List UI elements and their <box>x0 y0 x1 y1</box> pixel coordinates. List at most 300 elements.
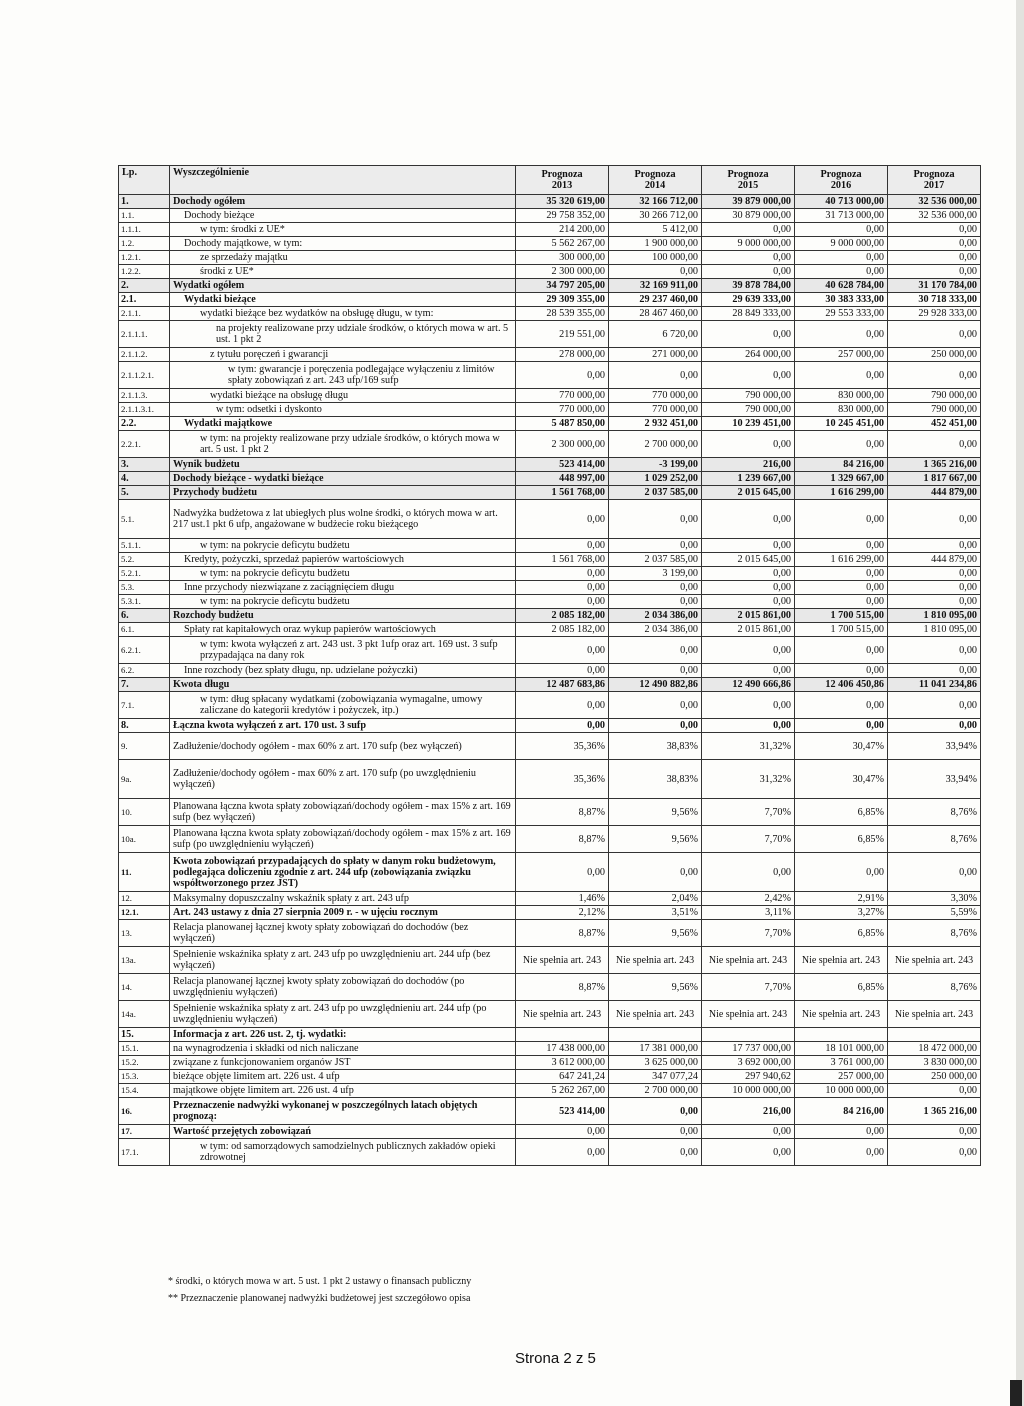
table-row <box>119 1001 981 1028</box>
row-value-2013: 2 085 182,00 <box>516 623 609 637</box>
row-value-2015: 29 639 333,00 <box>702 293 795 307</box>
table-row <box>119 553 981 567</box>
table-row <box>119 637 981 664</box>
row-value-2015: 0,00 <box>702 265 795 279</box>
row-value-2017: 250 000,00 <box>888 1070 981 1084</box>
row-value-2016: 6,85% <box>795 799 888 826</box>
row-value-2017: 0,00 <box>888 595 981 609</box>
row-value-2015: 264 000,00 <box>702 348 795 362</box>
row-value-2013: 300 000,00 <box>516 251 609 265</box>
row-value-2017: 0,00 <box>888 1125 981 1139</box>
row-value-2016: 0,00 <box>795 321 888 348</box>
row-value-2013: 0,00 <box>516 567 609 581</box>
row-value-2014: 0,00 <box>609 692 702 719</box>
row-value-2015: 2 015 645,00 <box>702 486 795 500</box>
row-lp: 15.2. <box>119 1056 170 1070</box>
table-row <box>119 500 981 539</box>
row-lp: 2.1.1.3.1. <box>119 403 170 417</box>
row-description: w tym: od samorządowych samodzielnych publicznych zakładów opieki zdrowotnej <box>170 1139 516 1166</box>
row-value-2016: 29 553 333,00 <box>795 307 888 321</box>
scan-mark <box>1010 1380 1022 1406</box>
row-value-2014: 0,00 <box>609 265 702 279</box>
row-description: Zadłużenie/dochody ogółem - max 60% z art. 170 sufp (bez wyłączeń) <box>170 733 516 760</box>
row-lp: 10a. <box>119 826 170 853</box>
row-value-2014: 770 000,00 <box>609 403 702 417</box>
row-value-2014: 347 077,24 <box>609 1070 702 1084</box>
row-value-2017: 0,00 <box>888 237 981 251</box>
row-value-2015: 31,32% <box>702 733 795 760</box>
row-lp: 2.1.1.2.1. <box>119 362 170 389</box>
row-value-2015: 0,00 <box>702 692 795 719</box>
row-value-2013: 0,00 <box>516 595 609 609</box>
row-value-2014: 6 720,00 <box>609 321 702 348</box>
row-value-2014: 29 237 460,00 <box>609 293 702 307</box>
row-value-2017: 8,76% <box>888 799 981 826</box>
table-row <box>119 974 981 1001</box>
row-value-2017: 0,00 <box>888 1139 981 1166</box>
row-value-2017: 0,00 <box>888 431 981 458</box>
row-value-2013: 2,12% <box>516 906 609 920</box>
row-value-2014: 2 700 000,00 <box>609 1084 702 1098</box>
row-description: Maksymalny dopuszczalny wskaźnik spłaty z art. 243 ufp <box>170 892 516 906</box>
table-row <box>119 458 981 472</box>
row-value-2014: 0,00 <box>609 1139 702 1166</box>
row-lp: 14a. <box>119 1001 170 1028</box>
row-value-2014: 0,00 <box>609 595 702 609</box>
row-value-2016: 0,00 <box>795 664 888 678</box>
row-value-2014: Nie spełnia art. 243 <box>609 947 702 974</box>
row-value-2016: 0,00 <box>795 251 888 265</box>
row-value-2016: 9 000 000,00 <box>795 237 888 251</box>
row-value-2013: 2 300 000,00 <box>516 431 609 458</box>
row-value-2016: 0,00 <box>795 1125 888 1139</box>
row-value-2016: 257 000,00 <box>795 348 888 362</box>
row-value-2013: 8,87% <box>516 974 609 1001</box>
row-value-2013: 523 414,00 <box>516 1098 609 1125</box>
table-row <box>119 664 981 678</box>
row-value-2016: 30,47% <box>795 760 888 799</box>
row-value-2016: Nie spełnia art. 243 <box>795 947 888 974</box>
row-value-2014: 2 037 585,00 <box>609 486 702 500</box>
row-description: w tym: środki z UE* <box>170 223 516 237</box>
row-value-2016: 0,00 <box>795 223 888 237</box>
row-value-2016: 2,91% <box>795 892 888 906</box>
row-lp: 15.1. <box>119 1042 170 1056</box>
row-value-2013: Nie spełnia art. 243 <box>516 1001 609 1028</box>
table-row <box>119 307 981 321</box>
row-value-2017: 31 170 784,00 <box>888 279 981 293</box>
row-description: Przychody budżetu <box>170 486 516 500</box>
row-value-2015: 39 878 784,00 <box>702 279 795 293</box>
row-value-2014: 2 932 451,00 <box>609 417 702 431</box>
row-value-2013: 0,00 <box>516 664 609 678</box>
row-description: Wydatki majątkowe <box>170 417 516 431</box>
table-row <box>119 251 981 265</box>
header-year-2017 <box>888 166 981 195</box>
row-value-2013: 35 320 619,00 <box>516 195 609 209</box>
row-description: w tym: kwota wyłączeń z art. 243 ust. 3 pkt 1ufp oraz art. 169 ust. 3 sufp przypadająca na dany rok <box>170 637 516 664</box>
row-value-2015: 0,00 <box>702 500 795 539</box>
row-value-2015: 790 000,00 <box>702 403 795 417</box>
row-value-2014: 28 467 460,00 <box>609 307 702 321</box>
row-value-2017: 33,94% <box>888 760 981 799</box>
row-value-2013: 770 000,00 <box>516 403 609 417</box>
header-label: Prognoza <box>820 169 862 180</box>
row-value-2015: 1 239 667,00 <box>702 472 795 486</box>
table-row <box>119 362 981 389</box>
row-description: Art. 243 ustawy z dnia 27 sierpnia 2009 r. - w ujęciu rocznym <box>170 906 516 920</box>
row-value-2013: 0,00 <box>516 853 609 892</box>
row-value-2017: 3,30% <box>888 892 981 906</box>
table-row <box>119 279 981 293</box>
row-lp: 1.1.1. <box>119 223 170 237</box>
scan-edge <box>1016 0 1024 1406</box>
row-description: Rozchody budżetu <box>170 609 516 623</box>
table-row <box>119 906 981 920</box>
row-value-2014: 9,56% <box>609 826 702 853</box>
row-value-2016: 10 245 451,00 <box>795 417 888 431</box>
row-value-2016: 3 761 000,00 <box>795 1056 888 1070</box>
table-row <box>119 1028 981 1042</box>
row-value-2017: 1 817 667,00 <box>888 472 981 486</box>
row-value-2013: 770 000,00 <box>516 389 609 403</box>
row-lp: 15.3. <box>119 1070 170 1084</box>
row-lp: 1. <box>119 195 170 209</box>
row-value-2015: 216,00 <box>702 1098 795 1125</box>
row-value-2013: 219 551,00 <box>516 321 609 348</box>
table-body <box>119 195 981 1166</box>
row-value-2014: 3,51% <box>609 906 702 920</box>
row-value-2013: Nie spełnia art. 243 <box>516 947 609 974</box>
page-number: Strona 2 z 5 <box>515 1350 596 1367</box>
row-lp: 16. <box>119 1098 170 1125</box>
row-value-2017: 0,00 <box>888 500 981 539</box>
row-value-2014: 2 034 386,00 <box>609 609 702 623</box>
row-value-2016: 257 000,00 <box>795 1070 888 1084</box>
table-row <box>119 692 981 719</box>
row-lp: 2.1.1. <box>119 307 170 321</box>
row-value-2013: 28 539 355,00 <box>516 307 609 321</box>
row-description: na projekty realizowane przy udziale środków, o których mowa w art. 5 ust. 1 pkt 2 <box>170 321 516 348</box>
forecast-table <box>118 165 981 1166</box>
row-value-2017: 0,00 <box>888 692 981 719</box>
row-value-2015: 0,00 <box>702 251 795 265</box>
row-value-2014: 770 000,00 <box>609 389 702 403</box>
header-year: 2014 <box>644 180 666 191</box>
table-row <box>119 892 981 906</box>
row-value-2016: 84 216,00 <box>795 458 888 472</box>
header-year-2016 <box>795 166 888 195</box>
table-row <box>119 265 981 279</box>
table-row <box>119 609 981 623</box>
row-description: Przeznaczenie nadwyżki wykonanej w poszczególnych latach objętych prognozą: <box>170 1098 516 1125</box>
table-row <box>119 539 981 553</box>
row-value-2014: 9,56% <box>609 920 702 947</box>
row-value-2015: 0,00 <box>702 853 795 892</box>
row-value-2013: 8,87% <box>516 799 609 826</box>
row-description: bieżące objęte limitem art. 226 ust. 4 ufp <box>170 1070 516 1084</box>
row-value-2013: 0,00 <box>516 539 609 553</box>
footnotes <box>168 1273 530 1307</box>
row-value-2015: 0,00 <box>702 431 795 458</box>
row-value-2016: 0,00 <box>795 853 888 892</box>
row-value-2016: 0,00 <box>795 500 888 539</box>
row-value-2015: 7,70% <box>702 920 795 947</box>
table-row <box>119 389 981 403</box>
header-year: 2016 <box>830 180 852 191</box>
row-value-2013: 647 241,24 <box>516 1070 609 1084</box>
row-value-2013: 1 561 768,00 <box>516 553 609 567</box>
row-value-2017: 5,59% <box>888 906 981 920</box>
row-lp: 17. <box>119 1125 170 1139</box>
table-row <box>119 1070 981 1084</box>
row-description: w tym: dług spłacany wydatkami (zobowiązania wymagalne, umowy zaliczane do kategorii kredytów i pożyczek, itp.) <box>170 692 516 719</box>
row-value-2017: 0,00 <box>888 265 981 279</box>
header-year-2015 <box>702 166 795 195</box>
row-description: Kredyty, pożyczki, sprzedaż papierów wartościowych <box>170 553 516 567</box>
row-value-2015 <box>702 1028 795 1042</box>
row-value-2016: 30,47% <box>795 733 888 760</box>
row-value-2014: 0,00 <box>609 500 702 539</box>
row-description: Planowana łączna kwota spłaty zobowiązań/dochody ogółem - max 15% z art. 169 sufp (bez wyłączeń) <box>170 799 516 826</box>
row-description: wydatki bieżące na obsługę długu <box>170 389 516 403</box>
row-value-2016: 40 713 000,00 <box>795 195 888 209</box>
row-value-2016: 0,00 <box>795 431 888 458</box>
row-value-2015: 12 490 666,86 <box>702 678 795 692</box>
table-row <box>119 472 981 486</box>
row-value-2016: 830 000,00 <box>795 403 888 417</box>
row-value-2015: 10 239 451,00 <box>702 417 795 431</box>
row-value-2016: 6,85% <box>795 974 888 1001</box>
row-value-2017: 30 718 333,00 <box>888 293 981 307</box>
row-value-2013: 5 262 267,00 <box>516 1084 609 1098</box>
row-value-2015: 17 737 000,00 <box>702 1042 795 1056</box>
row-description: Kwota długu <box>170 678 516 692</box>
row-value-2017: 0,00 <box>888 853 981 892</box>
row-value-2014: Nie spełnia art. 243 <box>609 1001 702 1028</box>
table-row <box>119 623 981 637</box>
row-value-2017 <box>888 1028 981 1042</box>
row-description: ze sprzedaży majątku <box>170 251 516 265</box>
row-value-2017: Nie spełnia art. 243 <box>888 947 981 974</box>
row-description: na wynagrodzenia i składki od nich naliczane <box>170 1042 516 1056</box>
row-value-2017: 0,00 <box>888 581 981 595</box>
row-value-2017: 1 365 216,00 <box>888 458 981 472</box>
row-value-2016: 1 616 299,00 <box>795 486 888 500</box>
row-value-2014: 38,83% <box>609 760 702 799</box>
table-row <box>119 947 981 974</box>
row-value-2017: 1 810 095,00 <box>888 609 981 623</box>
row-value-2013: 0,00 <box>516 637 609 664</box>
row-description: w tym: na pokrycie deficytu budżetu <box>170 539 516 553</box>
row-value-2014: 1 900 000,00 <box>609 237 702 251</box>
row-value-2017: 0,00 <box>888 539 981 553</box>
row-description: Relacja planowanej łącznej kwoty spłaty zobowiązań do dochodów (bez wyłączeń) <box>170 920 516 947</box>
row-value-2013: 35,36% <box>516 733 609 760</box>
footnote-eu-funds: * środki, o których mowa w art. 5 ust. 1 pkt 2 ustawy o finansach publiczny <box>168 1276 472 1287</box>
row-value-2013: 3 612 000,00 <box>516 1056 609 1070</box>
table-row <box>119 1125 981 1139</box>
row-value-2015: 30 879 000,00 <box>702 209 795 223</box>
row-value-2016: 0,00 <box>795 637 888 664</box>
row-description: Dochody ogółem <box>170 195 516 209</box>
row-description: Dochody bieżące - wydatki bieżące <box>170 472 516 486</box>
row-value-2013: 5 562 267,00 <box>516 237 609 251</box>
table-row <box>119 581 981 595</box>
row-lp: 9a. <box>119 760 170 799</box>
row-lp: 13. <box>119 920 170 947</box>
row-description: Zadłużenie/dochody ogółem - max 60% z art. 170 sufp (po uwzględnieniu wyłączeń) <box>170 760 516 799</box>
row-lp: 13a. <box>119 947 170 974</box>
row-description: Wartość przejętych zobowiązań <box>170 1125 516 1139</box>
row-lp: 15.4. <box>119 1084 170 1098</box>
table-row <box>119 223 981 237</box>
row-value-2014: 3 625 000,00 <box>609 1056 702 1070</box>
row-lp: 5.1. <box>119 500 170 539</box>
row-value-2013: 0,00 <box>516 581 609 595</box>
row-value-2016: 6,85% <box>795 826 888 853</box>
row-value-2017: 790 000,00 <box>888 403 981 417</box>
row-value-2013: 278 000,00 <box>516 348 609 362</box>
row-description: Inne przychody niezwiązane z zaciągnięciem długu <box>170 581 516 595</box>
row-description: wydatki bieżące bez wydatków na obsługę długu, w tym: <box>170 307 516 321</box>
row-value-2013: 29 309 355,00 <box>516 293 609 307</box>
row-value-2014: 9,56% <box>609 974 702 1001</box>
row-description: Wynik budżetu <box>170 458 516 472</box>
row-value-2017: 0,00 <box>888 223 981 237</box>
row-value-2016: 1 329 667,00 <box>795 472 888 486</box>
row-lp: 6.1. <box>119 623 170 637</box>
row-lp: 12. <box>119 892 170 906</box>
row-lp: 2.2. <box>119 417 170 431</box>
table-row <box>119 567 981 581</box>
row-description: w tym: na pokrycie deficytu budżetu <box>170 567 516 581</box>
row-value-2014: 0,00 <box>609 1098 702 1125</box>
row-value-2016: 3,27% <box>795 906 888 920</box>
row-value-2015: 0,00 <box>702 595 795 609</box>
row-value-2014: 2 034 386,00 <box>609 623 702 637</box>
row-description: Spłaty rat kapitałowych oraz wykup papierów wartościowych <box>170 623 516 637</box>
table-row <box>119 678 981 692</box>
row-description: Spełnienie wskaźnika spłaty z art. 243 ufp po uwzględnieniu art. 244 ufp (po uwzględnieniu wyłączeń) <box>170 1001 516 1028</box>
row-value-2017: 250 000,00 <box>888 348 981 362</box>
row-description: Relacja planowanej łącznej kwoty spłaty zobowiązań do dochodów (po uwzględnieniu wyłączeń) <box>170 974 516 1001</box>
row-value-2014: 2,04% <box>609 892 702 906</box>
row-value-2016: 1 700 515,00 <box>795 623 888 637</box>
header-row <box>119 166 981 195</box>
row-value-2014: 30 266 712,00 <box>609 209 702 223</box>
row-description: z tytułu poręczeń i gwarancji <box>170 348 516 362</box>
row-lp: 5.3. <box>119 581 170 595</box>
row-value-2015: 0,00 <box>702 321 795 348</box>
row-value-2015: 31,32% <box>702 760 795 799</box>
row-description: Dochody majątkowe, w tym: <box>170 237 516 251</box>
row-value-2014: 0,00 <box>609 539 702 553</box>
row-value-2016: 0,00 <box>795 265 888 279</box>
row-lp: 7.1. <box>119 692 170 719</box>
row-lp: 8. <box>119 719 170 733</box>
row-value-2014 <box>609 1028 702 1042</box>
row-value-2014: 0,00 <box>609 581 702 595</box>
row-value-2015: Nie spełnia art. 243 <box>702 1001 795 1028</box>
row-description: w tym: odsetki i dyskonto <box>170 403 516 417</box>
row-value-2014: 12 490 882,86 <box>609 678 702 692</box>
row-value-2015: 0,00 <box>702 1125 795 1139</box>
table-row <box>119 853 981 892</box>
row-description: Inne rozchody (bez spłaty długu, np. udzielane pożyczki) <box>170 664 516 678</box>
row-value-2013: 35,36% <box>516 760 609 799</box>
row-lp: 6. <box>119 609 170 623</box>
row-value-2015: 28 849 333,00 <box>702 307 795 321</box>
row-value-2013: 8,87% <box>516 920 609 947</box>
row-value-2017: 0,00 <box>888 637 981 664</box>
header-description: Wyszczególnienie <box>170 166 516 195</box>
row-value-2015: 0,00 <box>702 637 795 664</box>
table-row <box>119 403 981 417</box>
row-value-2017: 33,94% <box>888 733 981 760</box>
row-value-2015: 0,00 <box>702 223 795 237</box>
row-lp: 10. <box>119 799 170 826</box>
row-value-2014: 9,56% <box>609 799 702 826</box>
row-description: w tym: na projekty realizowane przy udziale środków, o których mowa w art. 5 ust. 1 pkt 2 <box>170 431 516 458</box>
row-value-2015: 0,00 <box>702 1139 795 1166</box>
row-value-2016: 0,00 <box>795 1139 888 1166</box>
row-value-2017: 18 472 000,00 <box>888 1042 981 1056</box>
row-value-2015: 3 692 000,00 <box>702 1056 795 1070</box>
row-description: Dochody bieżące <box>170 209 516 223</box>
row-lp: 1.2. <box>119 237 170 251</box>
row-value-2014: 17 381 000,00 <box>609 1042 702 1056</box>
forecast-table-container <box>118 165 980 1166</box>
row-value-2017: 3 830 000,00 <box>888 1056 981 1070</box>
row-value-2014: 100 000,00 <box>609 251 702 265</box>
row-value-2014: 32 166 712,00 <box>609 195 702 209</box>
row-lp: 5.1.1. <box>119 539 170 553</box>
row-description: Nadwyżka budżetowa z lat ubiegłych plus wolne środki, o których mowa w art. 217 ust.1 pkt 6 ufp, angażowane w budżecie roku bieżącego <box>170 500 516 539</box>
table-row <box>119 486 981 500</box>
row-lp: 15. <box>119 1028 170 1042</box>
row-value-2017: 0,00 <box>888 321 981 348</box>
row-value-2017: 0,00 <box>888 251 981 265</box>
header-label: Prognoza <box>913 169 955 180</box>
row-lp: 9. <box>119 733 170 760</box>
row-value-2015: 39 879 000,00 <box>702 195 795 209</box>
row-value-2014: 0,00 <box>609 637 702 664</box>
header-year-2013 <box>516 166 609 195</box>
row-value-2016: 830 000,00 <box>795 389 888 403</box>
row-value-2016: 0,00 <box>795 692 888 719</box>
row-value-2016: 0,00 <box>795 719 888 733</box>
row-value-2014: -3 199,00 <box>609 458 702 472</box>
row-lp: 5.2.1. <box>119 567 170 581</box>
row-value-2016: 0,00 <box>795 567 888 581</box>
row-value-2016: 10 000 000,00 <box>795 1084 888 1098</box>
header-label: Prognoza <box>634 169 676 180</box>
row-value-2014: 271 000,00 <box>609 348 702 362</box>
row-value-2015: 2,42% <box>702 892 795 906</box>
row-value-2013: 34 797 205,00 <box>516 279 609 293</box>
row-value-2014: 0,00 <box>609 853 702 892</box>
row-value-2016: 1 700 515,00 <box>795 609 888 623</box>
row-value-2015: 0,00 <box>702 362 795 389</box>
row-value-2017: 11 041 234,86 <box>888 678 981 692</box>
row-value-2013: 523 414,00 <box>516 458 609 472</box>
table-row <box>119 760 981 799</box>
row-value-2013: 0,00 <box>516 362 609 389</box>
row-value-2013: 2 300 000,00 <box>516 265 609 279</box>
row-description: Planowana łączna kwota spłaty zobowiązań/dochody ogółem - max 15% z art. 169 sufp (po uwzględnieniu wyłączeń) <box>170 826 516 853</box>
row-description: Wydatki bieżące <box>170 293 516 307</box>
